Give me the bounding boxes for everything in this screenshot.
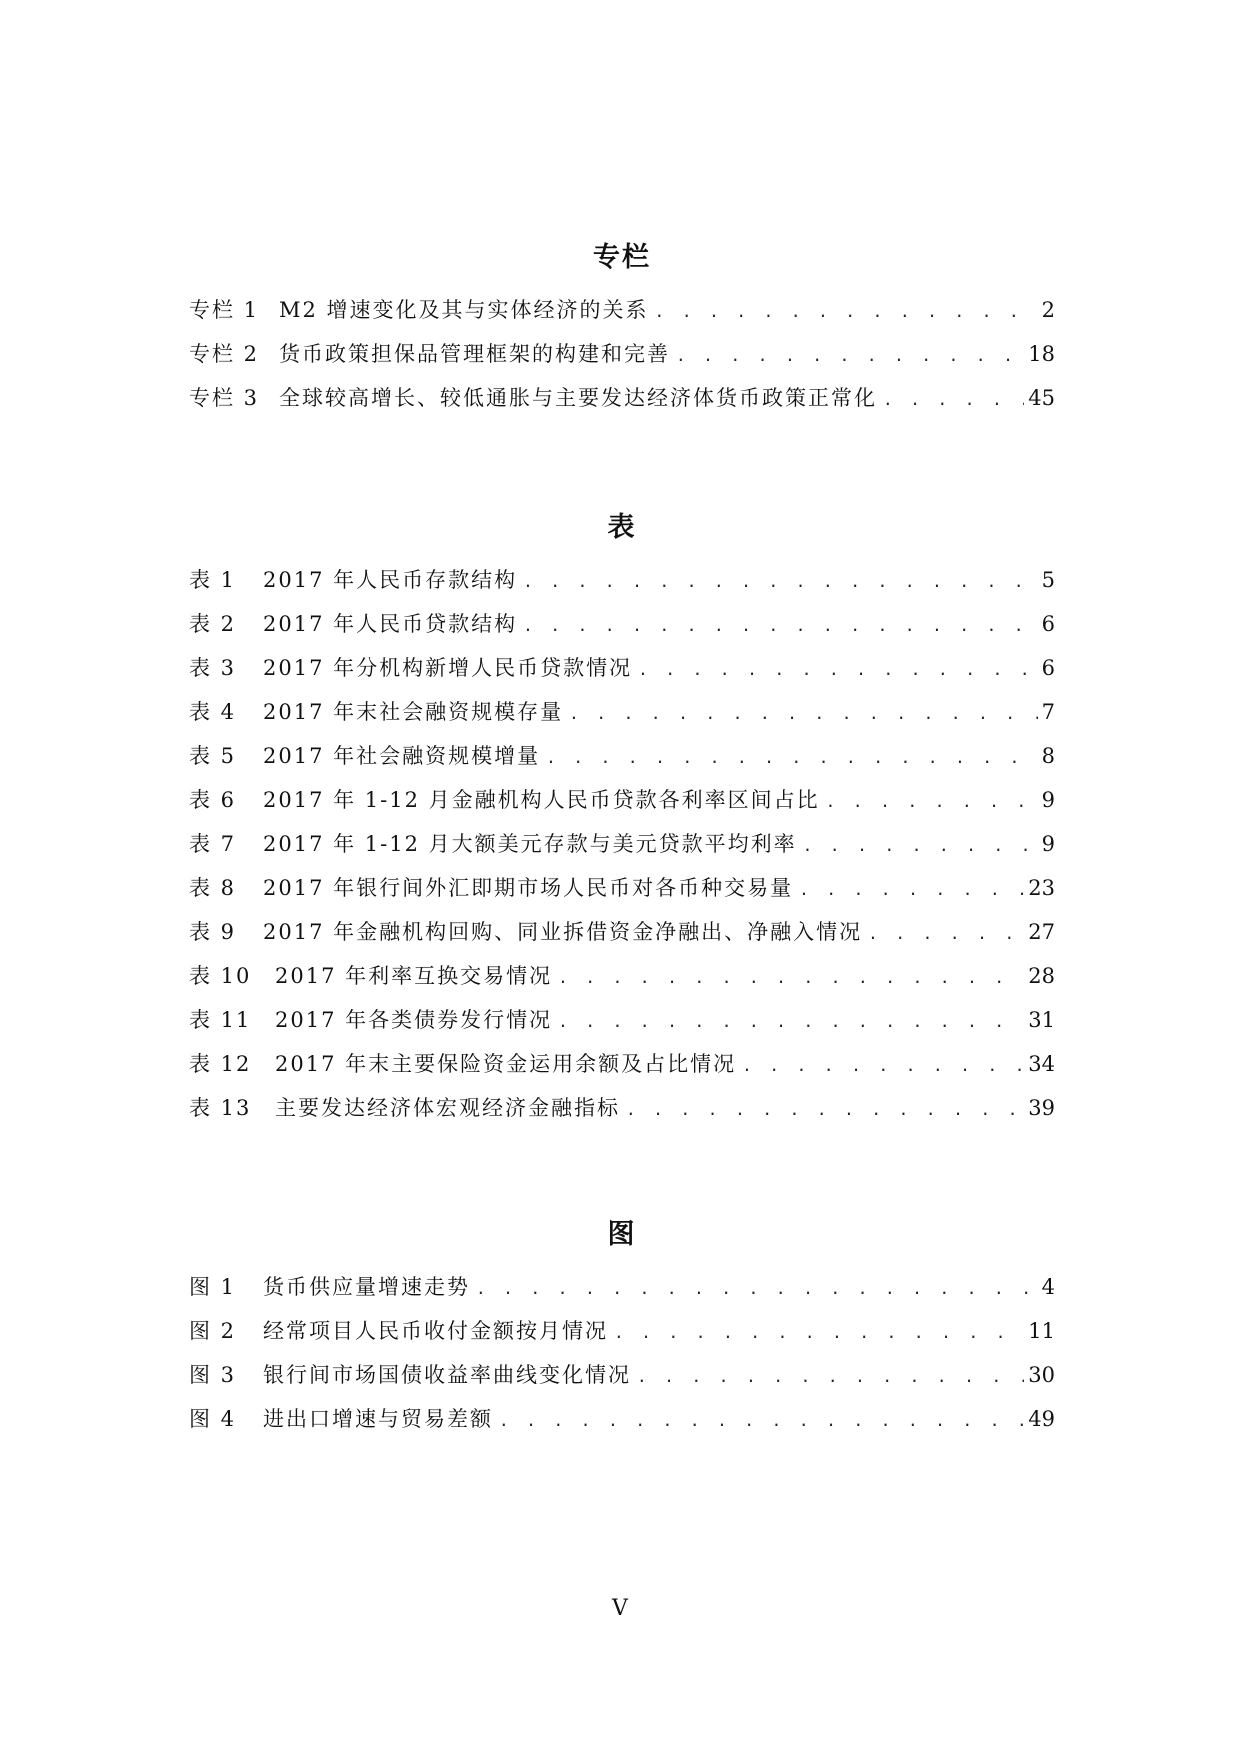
toc-entry-page: 28 bbox=[1028, 964, 1055, 988]
toc-entry-table-7[interactable] bbox=[189, 822, 1055, 866]
toc-entry-figure-4[interactable] bbox=[189, 1397, 1055, 1441]
toc-entry-page: 9 bbox=[1041, 788, 1055, 812]
toc-entry-label: 表 8 bbox=[189, 876, 237, 900]
dot-leader bbox=[803, 824, 1038, 868]
toc-entry-table-4[interactable] bbox=[189, 690, 1055, 734]
dot-leader bbox=[637, 1355, 1024, 1399]
dot-leader bbox=[558, 956, 1024, 1000]
toc-entry-table-6[interactable] bbox=[189, 778, 1055, 822]
toc-entry-title: 经常项目人民币收付金额按月情况 bbox=[263, 1319, 608, 1343]
toc-entry-label: 专栏 1 bbox=[189, 298, 260, 322]
toc-entry-title: 2017 年 1-12 月金融机构人民币贷款各利率区间占比 bbox=[263, 788, 820, 812]
dot-leader bbox=[655, 290, 1038, 334]
section-title-boxes: 专栏 bbox=[593, 242, 651, 273]
toc-entry-page: 8 bbox=[1041, 744, 1055, 768]
toc-entry-title: 2017 年末主要保险资金运用余额及占比情况 bbox=[275, 1052, 737, 1076]
toc-entry-title: 2017 年银行间外汇即期市场人民币对各币种交易量 bbox=[263, 876, 794, 900]
toc-entry-table-13[interactable] bbox=[189, 1086, 1055, 1130]
toc-entry-label: 表 1 bbox=[189, 568, 237, 592]
figures-list bbox=[189, 1265, 1055, 1441]
toc-entry-page: 5 bbox=[1041, 568, 1055, 592]
section-title-figures: 图 bbox=[607, 1219, 637, 1250]
toc-entry-page: 6 bbox=[1041, 656, 1055, 680]
dot-leader bbox=[523, 560, 1038, 604]
toc-entry-label: 图 2 bbox=[189, 1319, 237, 1343]
toc-entry-label: 表 2 bbox=[189, 612, 237, 636]
toc-entry-table-3[interactable] bbox=[189, 646, 1055, 690]
toc-entry-page: 49 bbox=[1028, 1407, 1055, 1431]
dot-leader bbox=[626, 1088, 1024, 1132]
toc-entry-label: 表 4 bbox=[189, 700, 237, 724]
toc-entry-title: 主要发达经济体宏观经济金融指标 bbox=[275, 1096, 620, 1120]
dot-leader bbox=[558, 1000, 1024, 1044]
toc-entry-label: 表 10 bbox=[189, 964, 252, 988]
toc-entry-table-8[interactable] bbox=[189, 866, 1055, 910]
dot-leader bbox=[868, 912, 1024, 956]
toc-entry-label: 表 9 bbox=[189, 920, 237, 944]
dot-leader bbox=[742, 1044, 1024, 1088]
toc-entry-title: 2017 年人民币存款结构 bbox=[263, 568, 518, 592]
toc-entry-page: 2 bbox=[1041, 298, 1055, 322]
dot-leader bbox=[883, 378, 1024, 422]
toc-entry-figure-2[interactable] bbox=[189, 1309, 1055, 1353]
toc-entry-label: 表 6 bbox=[189, 788, 237, 812]
toc-entry-title: 2017 年人民币贷款结构 bbox=[263, 612, 518, 636]
toc-entry-label: 图 4 bbox=[189, 1407, 237, 1431]
tables-list bbox=[189, 558, 1055, 1130]
dot-leader bbox=[546, 736, 1038, 780]
toc-entry-label: 专栏 2 bbox=[189, 342, 260, 366]
section-title-tables: 表 bbox=[607, 512, 637, 543]
toc-entry-box-1[interactable] bbox=[189, 288, 1055, 332]
tables-section bbox=[189, 508, 1055, 1130]
toc-entry-table-9[interactable] bbox=[189, 910, 1055, 954]
toc-entry-table-12[interactable] bbox=[189, 1042, 1055, 1086]
dot-leader bbox=[476, 1267, 1038, 1311]
boxes-section bbox=[189, 238, 1055, 420]
toc-entry-title: 货币政策担保品管理框架的构建和完善 bbox=[279, 342, 670, 366]
toc-entry-title: M2 增速变化及其与实体经济的关系 bbox=[279, 298, 649, 322]
toc-entry-table-5[interactable] bbox=[189, 734, 1055, 778]
toc-entry-table-10[interactable] bbox=[189, 954, 1055, 998]
toc-entry-label: 表 5 bbox=[189, 744, 237, 768]
toc-entry-page: 27 bbox=[1028, 920, 1055, 944]
toc-entry-page: 34 bbox=[1028, 1052, 1055, 1076]
toc-entry-title: 2017 年末社会融资规模存量 bbox=[263, 700, 564, 724]
toc-entry-figure-1[interactable] bbox=[189, 1265, 1055, 1309]
toc-entry-label: 表 3 bbox=[189, 656, 237, 680]
toc-entry-title: 2017 年分机构新增人民币贷款情况 bbox=[263, 656, 633, 680]
dot-leader bbox=[523, 604, 1038, 648]
toc-entry-box-2[interactable] bbox=[189, 332, 1055, 376]
toc-entry-page: 18 bbox=[1028, 342, 1055, 366]
dot-leader bbox=[799, 868, 1024, 912]
toc-entry-title: 2017 年各类债券发行情况 bbox=[275, 1008, 553, 1032]
toc-entry-page: 11 bbox=[1028, 1319, 1055, 1343]
toc-entry-page: 23 bbox=[1028, 876, 1055, 900]
toc-entry-title: 2017 年利率互换交易情况 bbox=[275, 964, 553, 988]
toc-entry-label: 图 1 bbox=[189, 1275, 237, 1299]
toc-entry-label: 专栏 3 bbox=[189, 386, 260, 410]
toc-entry-title: 全球较高增长、较低通胀与主要发达经济体货币政策正常化 bbox=[279, 386, 877, 410]
dot-leader bbox=[499, 1399, 1024, 1443]
toc-entry-table-2[interactable] bbox=[189, 602, 1055, 646]
toc-entry-table-11[interactable] bbox=[189, 998, 1055, 1042]
toc-entry-page: 6 bbox=[1041, 612, 1055, 636]
toc-entry-page: 4 bbox=[1041, 1275, 1055, 1299]
toc-entry-page: 7 bbox=[1041, 700, 1055, 724]
toc-entry-title: 货币供应量增速走势 bbox=[263, 1275, 470, 1299]
toc-entry-label: 表 11 bbox=[189, 1008, 252, 1032]
toc-entry-page: 39 bbox=[1028, 1096, 1055, 1120]
dot-leader bbox=[638, 648, 1038, 692]
dot-leader bbox=[569, 692, 1038, 736]
toc-entry-title: 银行间市场国债收益率曲线变化情况 bbox=[263, 1363, 631, 1387]
dot-leader bbox=[826, 780, 1038, 824]
toc-entry-label: 表 12 bbox=[189, 1052, 252, 1076]
toc-entry-label: 图 3 bbox=[189, 1363, 237, 1387]
toc-entry-figure-3[interactable] bbox=[189, 1353, 1055, 1397]
toc-entry-page: 31 bbox=[1028, 1008, 1055, 1032]
toc-entry-label: 表 13 bbox=[189, 1096, 252, 1120]
toc-entry-title: 进出口增速与贸易差额 bbox=[263, 1407, 493, 1431]
boxes-list bbox=[189, 288, 1055, 420]
toc-entry-title: 2017 年 1-12 月大额美元存款与美元贷款平均利率 bbox=[263, 832, 797, 856]
toc-entry-table-1[interactable] bbox=[189, 558, 1055, 602]
page-number: V bbox=[612, 1596, 628, 1621]
dot-leader bbox=[614, 1311, 1024, 1355]
dot-leader bbox=[676, 334, 1024, 378]
toc-entry-page: 30 bbox=[1028, 1363, 1055, 1387]
toc-entry-page: 9 bbox=[1041, 832, 1055, 856]
toc-entry-label: 表 7 bbox=[189, 832, 237, 856]
toc-entry-page: 45 bbox=[1028, 386, 1055, 410]
toc-entry-title: 2017 年社会融资规模增量 bbox=[263, 744, 541, 768]
toc-entry-box-3[interactable] bbox=[189, 376, 1055, 420]
figures-section bbox=[189, 1215, 1055, 1441]
toc-entry-title: 2017 年金融机构回购、同业拆借资金净融出、净融入情况 bbox=[263, 920, 863, 944]
